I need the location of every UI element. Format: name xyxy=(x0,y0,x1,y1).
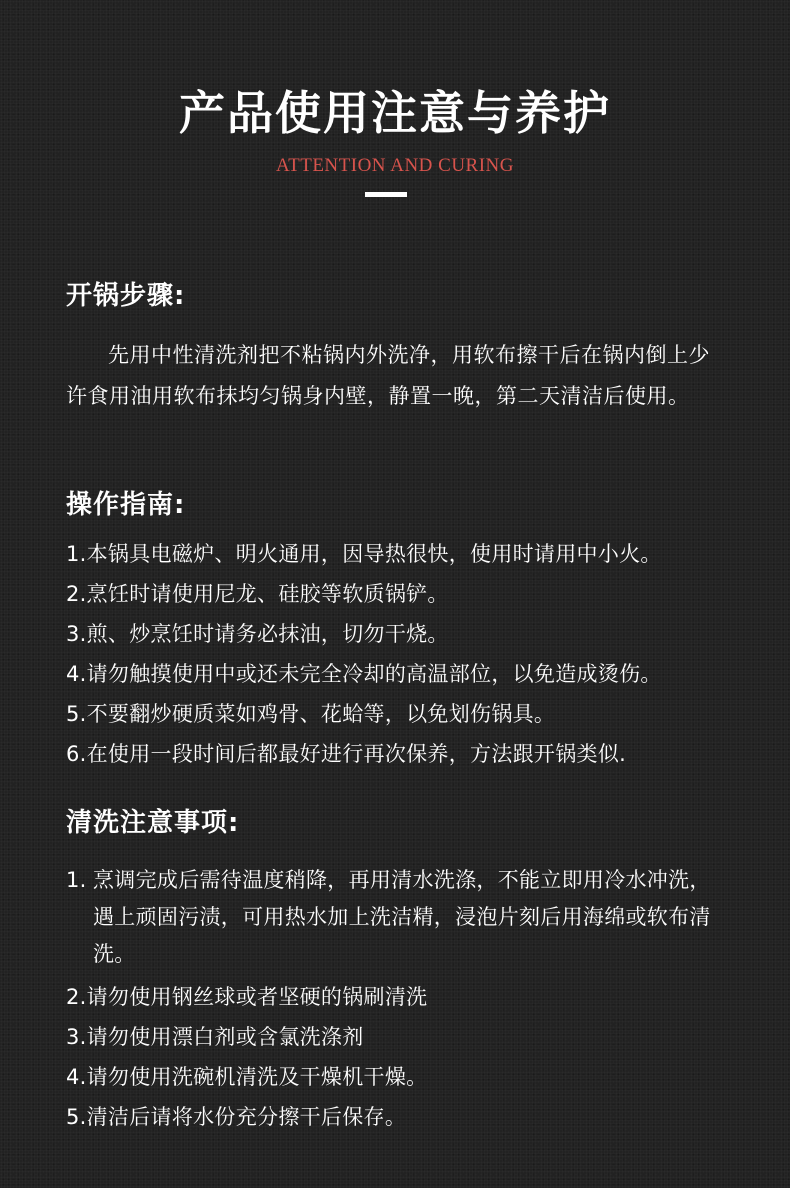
list-item-text: 烹调完成后需待温度稍降，再用清水洗涤，不能立即用冷水冲洗，遇上顽固污渍，可用热水加上洗洁精，浸泡片刻后用海绵或软布清洗。 xyxy=(93,868,711,966)
cleaning-list xyxy=(66,862,756,1137)
list-item: 1.本锅具电磁炉、明火通用，因导热很快，使用时请用中小火。 xyxy=(66,542,662,566)
operation-heading: 操作指南: xyxy=(66,490,186,520)
list-item: 3.请勿使用漂白剂或含氯洗涤剂 xyxy=(66,1025,364,1049)
list-item: 2.烹饪时请使用尼龙、硅胶等软质锅铲。 xyxy=(66,582,449,606)
list-item: 4.请勿使用洗碗机清洗及干燥机干燥。 xyxy=(66,1065,428,1089)
page-subtitle: ATTENTION AND CURING xyxy=(276,155,514,176)
operation-list xyxy=(66,534,756,774)
opening-paragraph: 先用中性清洗剂把不粘锅内外洗净，用软布擦干后在锅内倒上少许食用油用软布抹均匀锅身内壁，静置一晚，第二天清洁后使用。 xyxy=(66,343,710,408)
list-item: 3.煎、炒烹饪时请务必抹油，切勿干烧。 xyxy=(66,622,449,646)
list-item: 6.在使用一段时间后都最好进行再次保养，方法跟开锅类似. xyxy=(66,742,627,766)
list-item-number: 1. xyxy=(66,868,87,892)
list-item: 2.请勿使用钢丝球或者坚硬的锅刷清洗 xyxy=(66,985,428,1009)
list-item: 5.清洁后请将水份充分擦干后保存。 xyxy=(66,1105,407,1129)
opening-heading: 开锅步骤: xyxy=(66,281,186,311)
list-item: 4.请勿触摸使用中或还未完全冷却的高温部位，以免造成烫伤。 xyxy=(66,662,662,686)
cleaning-heading: 清洗注意事项: xyxy=(66,808,240,838)
title-divider xyxy=(365,192,407,197)
page-title: 产品使用注意与养护 xyxy=(179,86,611,140)
list-item: 5.不要翻炒硬质菜如鸡骨、花蛤等，以免划伤锅具。 xyxy=(66,702,556,726)
list-item xyxy=(66,862,713,973)
